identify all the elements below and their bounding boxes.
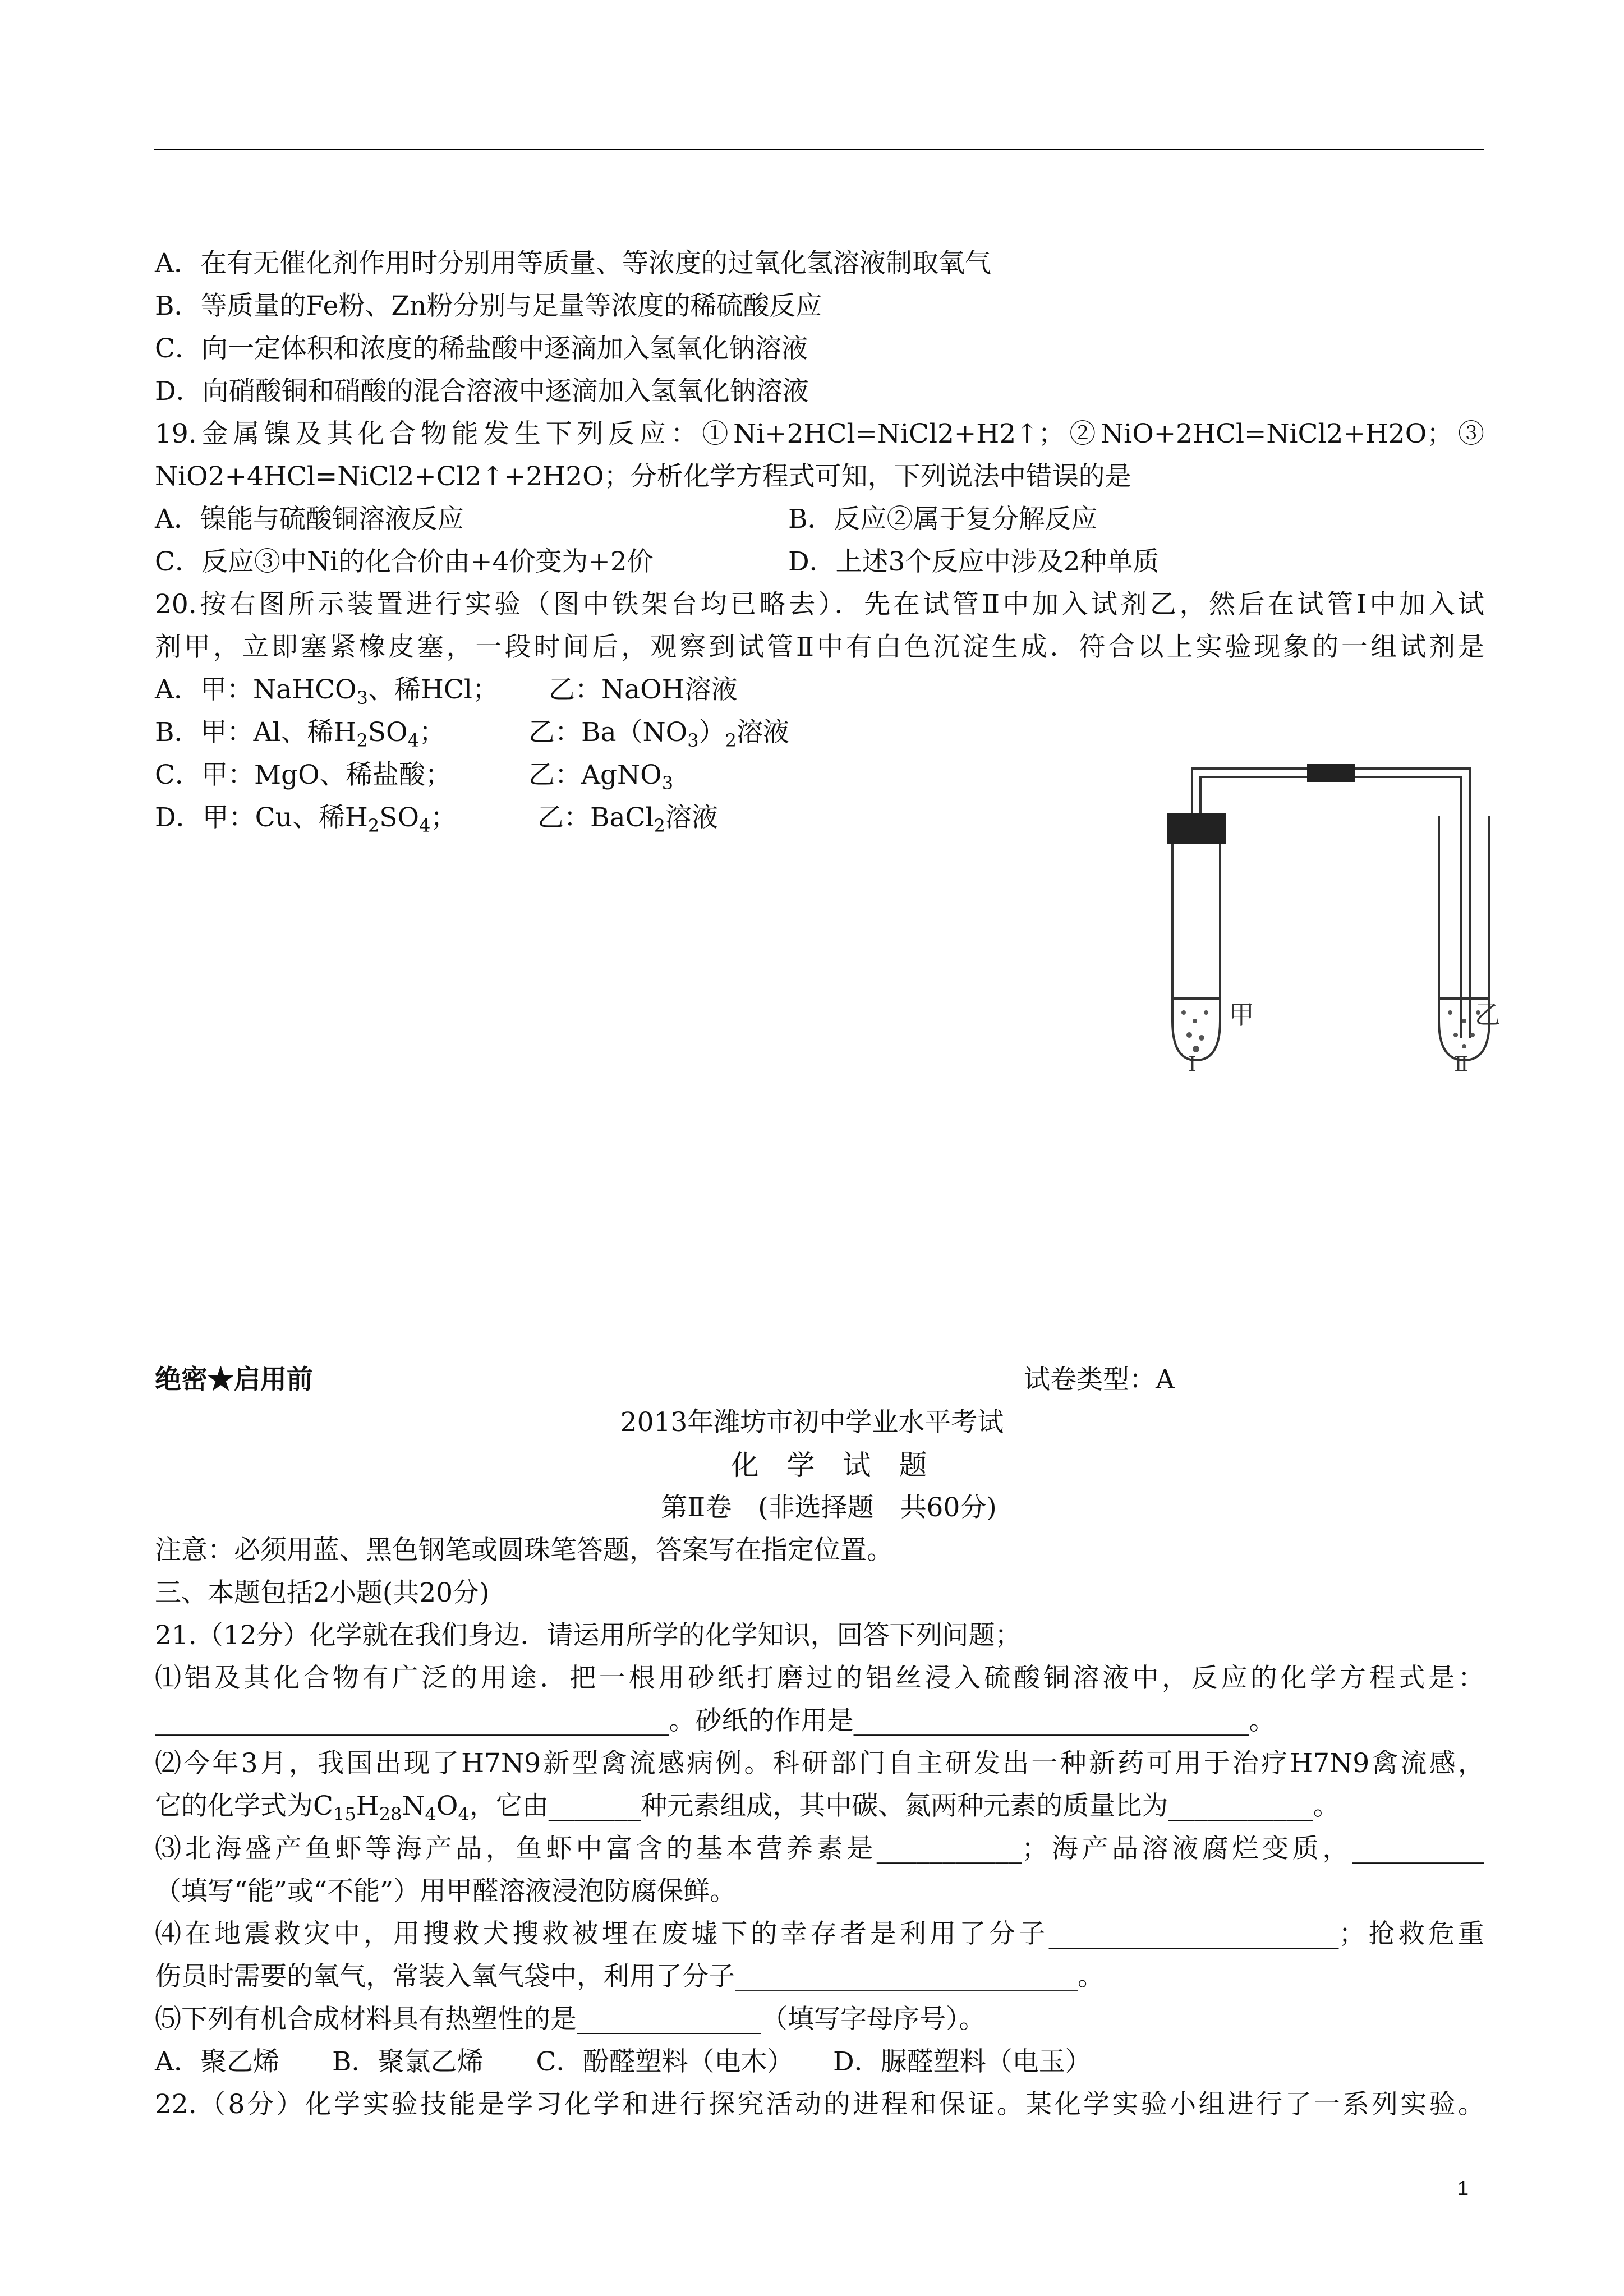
test-tube-1 <box>1172 813 1220 1060</box>
q21-part3-line1: ⑶北海盛产鱼虾等海产品，鱼虾中富含的基本营养素是___________；海产品溶液腐烂变质，__________ <box>155 1833 1484 1864</box>
q21-part2-line2: 它的化学式为$C_{15}H_{28}N_4O_4$，它由_______种元素组成，其中碳、氮两种元素的质量比为___________。 <box>155 1791 1340 1825</box>
q18-option-d: D．向硝酸铜和硝酸的混合溶液中逐滴加入氢氧化钠溶液 <box>155 376 809 407</box>
q19-option-a: A．镍能与硫酸铜溶液反应 <box>155 504 464 535</box>
section-heading: 三、本题包括2小题(共20分) <box>155 1577 490 1608</box>
q20-option-c-reagent: 乙：AgNO$_3$ <box>528 760 674 794</box>
label-jia: 甲 <box>1229 1000 1254 1030</box>
q20-option-c: C．甲：MgO、稀盐酸； <box>155 760 452 790</box>
connecting-tube <box>1192 769 1307 816</box>
rubber-stopper <box>1167 813 1226 844</box>
q21-stem: 21.（12分）化学就在我们身边．请运用所学的化学知识，回答下列问题； <box>155 1620 1022 1651</box>
q21-part1-line1: ⑴铝及其化合物有广泛的用途．把一根用砂纸打磨过的铝丝浸入硫酸铜溶液中，反应的化学方程式是： <box>155 1663 1484 1694</box>
header-rule <box>154 149 1484 150</box>
q18-option-c: C．向一定体积和浓度的稀盐酸中逐滴加入氢氧化钠溶液 <box>155 333 808 364</box>
q20-option-d: D．甲：Cu、稀$H_2SO_4$； <box>155 802 457 836</box>
q20-option-a: A．甲：NaHCO$_3$、稀HCl； <box>155 674 499 708</box>
q21-part5-options: A．聚乙烯 B．聚氯乙烯 C．酚醛塑料（电木） D．脲醛塑料（电玉） <box>155 2046 1092 2077</box>
q19-stem-line1: 19.金属镍及其化合物能发生下列反应：①Ni+2HCl=NiCl2+H2↑；②NiO+2HCl=NiCl2+H2O；③ <box>155 418 1484 449</box>
q21-part5-line1: ⑸下列有机合成材料具有热塑性的是______________（填写字母序号）。 <box>155 2004 986 2035</box>
q21-part3-line2: （填写“能”或“不能”）用甲醛溶液浸泡防腐保鲜。 <box>155 1876 737 1907</box>
rubber-connector <box>1307 764 1355 782</box>
subject-title: 化 学 试 题 <box>730 1449 927 1481</box>
volume-title: 第Ⅱ卷 (非选择题 共60分) <box>661 1492 997 1523</box>
q22-stem: 22.（8分）化学实验技能是学习化学和进行探究活动的进程和保证。某化学实验小组进行了一系列实验。 <box>155 2089 1484 2120</box>
q20-option-a-reagent: 乙：NaOH溶液 <box>549 674 738 705</box>
q20-stem-line1: 20.按右图所示装置进行实验（图中铁架台均已略去）．先在试管Ⅱ中加入试剂乙，然后在试管Ⅰ中加入试 <box>155 589 1484 620</box>
q19-stem-line2: NiO2+4HCl=NiCl2+Cl2↑+2H2O；分析化学方程式可知，下列说法中错误的是 <box>155 461 1131 492</box>
label-tube-2: Ⅱ <box>1454 1052 1469 1071</box>
test-tube-apparatus-figure <box>1133 757 1503 1071</box>
label-yi: 乙 <box>1475 1000 1501 1030</box>
secret-label: 绝密★启用前 <box>155 1364 313 1395</box>
q19-option-d: D．上述3个反应中涉及2种单质 <box>788 546 1160 577</box>
q21-part2-line1: ⑵今年3月，我国出现了H7N9新型禽流感病例。科研部门自主研发出一种新药可用于治疗H7N9禽流感， <box>155 1748 1484 1779</box>
q21-part4-line2: 伤员时需要的氧气，常装入氧气袋中，利用了分子__________________________。 <box>155 1961 1104 1992</box>
q21-part1-line2: _______________________________________。砂纸的作用是______________________________。 <box>155 1705 1276 1736</box>
paper-type: 试卷类型：A <box>1024 1364 1175 1395</box>
label-tube-1: Ⅰ <box>1188 1052 1197 1071</box>
exam-title: 2013年潍坊市初中学业水平考试 <box>620 1407 1004 1438</box>
q18-option-b: B．等质量的Fe粉、Zn粉分别与足量等浓度的稀硫酸反应 <box>155 291 822 321</box>
q21-part4-line1: ⑷在地震救灾中，用搜救犬搜救被埋在废墟下的幸存者是利用了分子______________________；抢救危重 <box>155 1918 1484 1949</box>
q20-option-b: B．甲：Al、稀$H_2SO_4$； <box>155 717 445 751</box>
q19-option-b: B．反应②属于复分解反应 <box>788 504 1098 535</box>
page-number: 1 <box>1457 2177 1469 2200</box>
q20-stem-line2: 剂甲，立即塞紧橡皮塞，一段时间后，观察到试管Ⅱ中有白色沉淀生成．符合以上实验现象的一组试剂是 <box>155 632 1484 662</box>
q19-option-c: C．反应③中Ni的化合价由+4价变为+2价 <box>155 546 654 577</box>
q20-option-d-reagent: 乙：BaCl$_2$溶液 <box>537 802 718 836</box>
answer-note: 注意：必须用蓝、黑色钢笔或圆珠笔答题，答案写在指定位置。 <box>155 1535 893 1566</box>
q18-option-a: A．在有无催化剂作用时分别用等质量、等浓度的过氧化氢溶液制取氧气 <box>155 248 991 279</box>
q20-option-b-reagent: 乙：$Ba(NO_3)_2$溶液 <box>528 717 789 751</box>
